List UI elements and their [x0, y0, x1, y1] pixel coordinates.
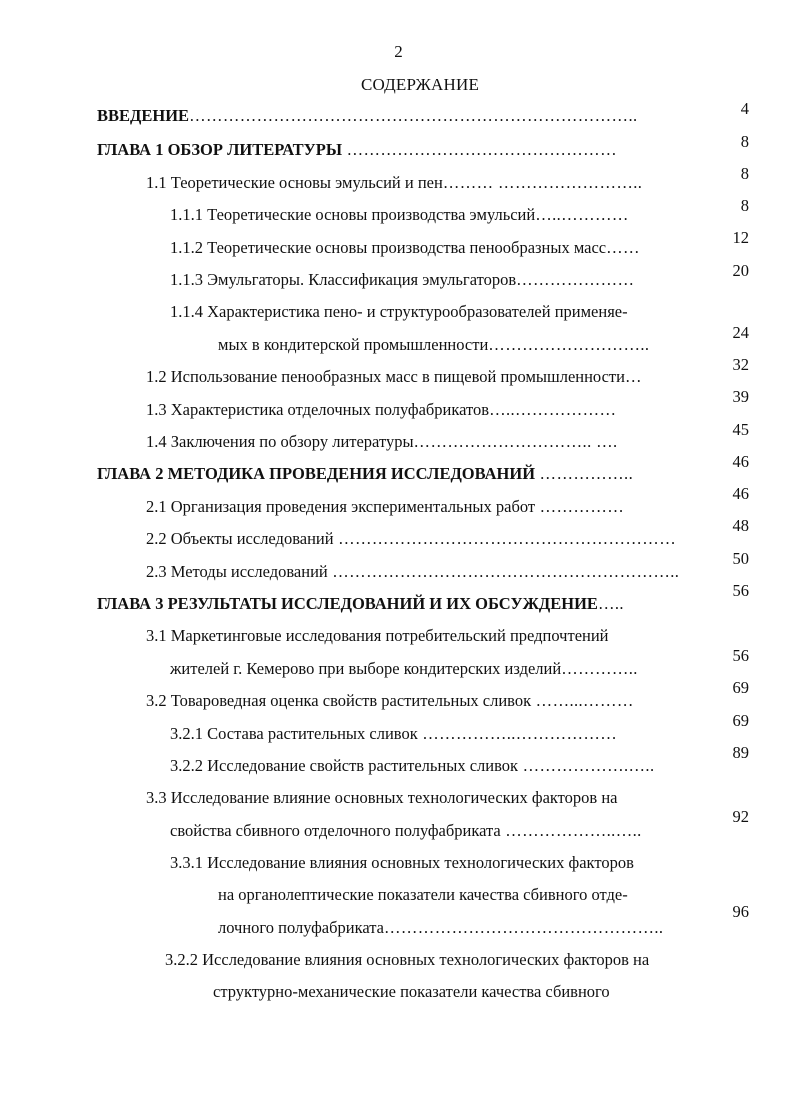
toc-entry-text: 1.1.4 Характеристика пено- и структурообразователей применяе- — [170, 302, 628, 321]
toc-entry — [170, 203, 629, 227]
toc-entry-continuation — [170, 657, 638, 681]
toc-entry-text: 1.2 Использование пенообразных масс в пищевой промышленности — [146, 367, 625, 386]
toc-entry-text: 1.4 Заключения по обзору литературы — [146, 432, 414, 451]
toc-entry — [97, 138, 617, 162]
toc-page-number: 39 — [732, 387, 749, 406]
toc-entry — [146, 495, 624, 519]
toc-leader: ……… …………………….. — [442, 173, 643, 192]
toc-page-number: 8 — [740, 132, 749, 151]
toc-entry-text: лочного полуфабриката — [218, 918, 384, 937]
toc-page-number: 32 — [732, 355, 749, 374]
toc-leader: ……………..……………… — [417, 724, 618, 743]
toc-page-number: 69 — [732, 678, 749, 697]
toc-entry — [97, 462, 633, 486]
toc-page-number: 8 — [740, 196, 749, 215]
toc-leader: ……………………….. — [488, 335, 650, 354]
toc-entry-continuation — [218, 916, 663, 940]
toc-page-number: 45 — [732, 420, 749, 439]
toc-entry-text: 1.1 Теоретические основы эмульсий и пен — [146, 173, 443, 192]
toc-leader: …… — [606, 238, 640, 257]
toc-leader: ………………………….. …. — [413, 432, 618, 451]
toc-leader: …………………………………………………………………….. — [189, 106, 638, 125]
toc-leader: …………………………………………………… — [333, 529, 677, 548]
toc-entry — [146, 689, 634, 713]
toc-entry-text: 3.2.2 Исследование свойств растительных сливок — [170, 756, 519, 775]
toc-page-number: 46 — [732, 452, 749, 471]
toc-page-number: 69 — [732, 711, 749, 730]
toc-leader: ………………………………………….. — [384, 918, 664, 937]
toc-entry — [146, 171, 642, 195]
toc-entry — [170, 268, 634, 292]
toc-entry-text: 3.3 Исследование влияние основных технологических факторов на — [146, 788, 618, 807]
toc-leader: …..……………… — [489, 400, 617, 419]
toc-entry-text: 2.3 Методы исследований — [146, 562, 328, 581]
toc-entry-text: 3.2.1 Состава растительных сливок — [170, 724, 418, 743]
toc-entry — [170, 236, 640, 260]
toc-entry-continuation — [170, 819, 642, 843]
toc-entry — [146, 365, 642, 389]
toc-leader: ….. — [597, 594, 624, 613]
toc-entry — [146, 624, 609, 648]
toc-entry-text: 3.2 Товароведная оценка свойств растительных сливок — [146, 691, 532, 710]
toc-entry — [146, 560, 679, 584]
toc-leader: …………… — [535, 497, 625, 516]
toc-entry — [170, 754, 654, 778]
toc-page-number: 24 — [732, 323, 749, 342]
toc-entry-text: 1.1.1 Теоретические основы производства эмульсий — [170, 205, 536, 224]
toc-leader: ……...……… — [531, 691, 634, 710]
toc-entry-text: ГЛАВА 2 МЕТОДИКА ПРОВЕДЕНИЯ ИССЛЕДОВАНИЙ — [97, 464, 536, 483]
toc-page-number: 20 — [732, 261, 749, 280]
toc-entry — [170, 722, 617, 746]
toc-entry-text: мых в кондитерской промышленности — [218, 335, 489, 354]
toc-page-number: 12 — [732, 228, 749, 247]
toc-entry-text: на органолептические показатели качества сбивного отде- — [218, 885, 628, 904]
page-number: 2 — [394, 42, 403, 61]
toc-leader: ………………………………………… — [342, 140, 617, 159]
toc-entry — [97, 104, 638, 128]
toc-page-number: 48 — [732, 516, 749, 535]
toc-leader: ………….. — [561, 659, 638, 678]
toc-entry-text: 3.3.1 Исследование влияния основных технологических факторов — [170, 853, 634, 872]
toc-entry — [170, 851, 634, 875]
toc-page-number: 89 — [732, 743, 749, 762]
toc-page-number: 46 — [732, 484, 749, 503]
toc-entry-continuation — [218, 883, 628, 907]
toc-entry — [165, 948, 649, 972]
toc-page-number: 56 — [732, 646, 749, 665]
toc-entry-text: ГЛАВА 1 ОБЗОР ЛИТЕРАТУРЫ — [97, 140, 343, 159]
toc-entry — [146, 430, 618, 454]
toc-entry-text: 1.3 Характеристика отделочных полуфабрикатов — [146, 400, 490, 419]
toc-entry-text: жителей г. Кемерово при выборе кондитерских изделий — [170, 659, 562, 678]
toc-entry-continuation — [218, 333, 649, 357]
toc-entry — [146, 527, 676, 551]
toc-page-number: 92 — [732, 807, 749, 826]
toc-entry-text: ВВЕДЕНИЕ — [97, 106, 190, 125]
toc-entry-text: свойства сбивного отделочного полуфабриката — [170, 821, 501, 840]
toc-entry-text: 3.1 Маркетинговые исследования потребительский предпочтений — [146, 626, 609, 645]
toc-leader: … — [624, 367, 642, 386]
toc-title: СОДЕРЖАНИЕ — [360, 75, 480, 94]
toc-entry — [146, 398, 616, 422]
toc-entry — [97, 592, 624, 616]
toc-entry-text: структурно-механические показатели качества сбивного — [213, 982, 610, 1001]
toc-page-number: 50 — [732, 549, 749, 568]
toc-leader: ……………….….. — [518, 756, 655, 775]
toc-entry — [170, 300, 628, 324]
toc-entry-continuation — [213, 980, 610, 1004]
toc-entry-text: 1.1.3 Эмульгаторы. Классификация эмульгаторов — [170, 270, 517, 289]
toc-leader: …………….. — [535, 464, 634, 483]
toc-entry-text: 1.1.2 Теоретические основы производства пенообразных масс — [170, 238, 607, 257]
toc-entry — [146, 786, 618, 810]
toc-entry-text: 2.2 Объекты исследований — [146, 529, 334, 548]
toc-leader: …………………………………………………….. — [327, 562, 680, 581]
toc-entry-text: ГЛАВА 3 РЕЗУЛЬТАТЫ ИССЛЕДОВАНИЙ И ИХ ОБСУЖДЕНИЕ — [97, 594, 598, 613]
toc-page-number: 8 — [740, 164, 749, 183]
toc-page-number: 4 — [740, 99, 749, 118]
toc-page-number: 56 — [732, 581, 749, 600]
toc-leader: …..………… — [535, 205, 629, 224]
toc-entry-text: 3.2.2 Исследование влияния основных технологических факторов на — [165, 950, 650, 969]
toc-entry-text: 2.1 Организация проведения экспериментальных работ — [146, 497, 536, 516]
toc-leader: ………………… — [516, 270, 635, 289]
toc-leader: ………………..….. — [500, 821, 642, 840]
toc-page-number: 96 — [732, 902, 749, 921]
